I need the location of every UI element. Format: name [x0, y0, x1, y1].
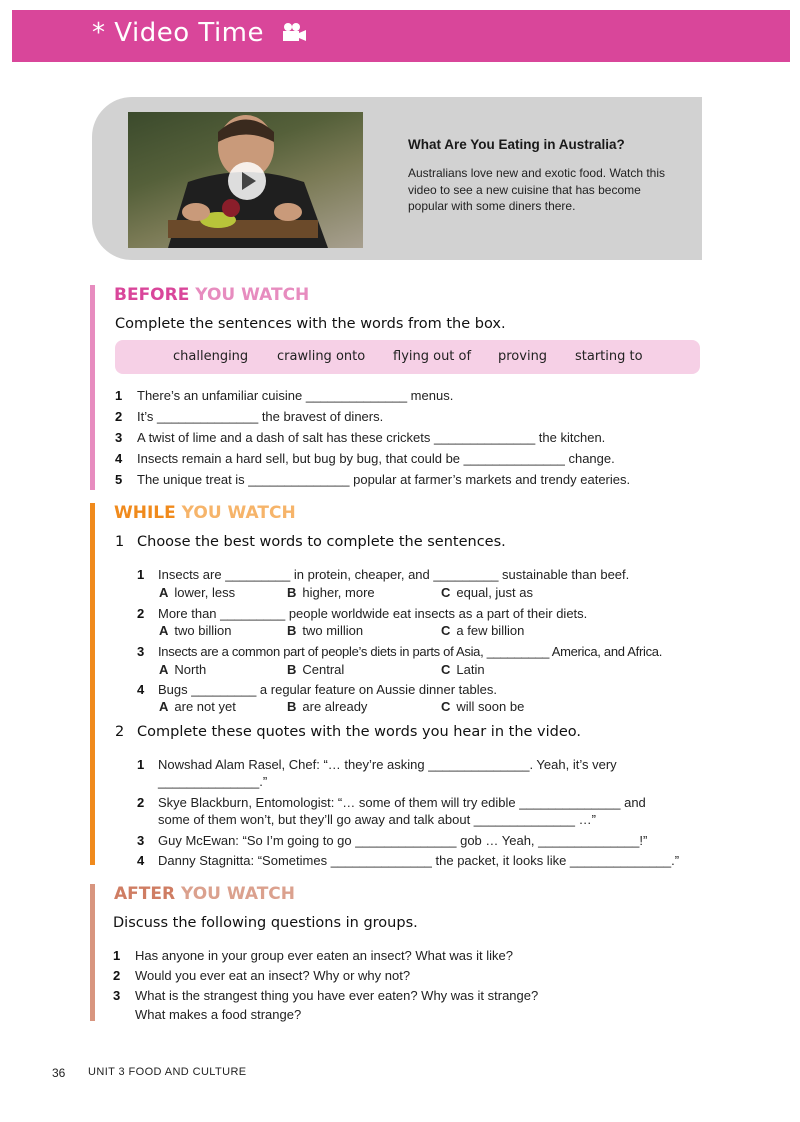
item-number: 3 [115, 430, 123, 445]
after-you-watch-section [90, 884, 710, 1021]
page-title [92, 18, 307, 49]
page-number: 36 [52, 1066, 66, 1080]
question-text: Insects are a common part of people’s diets in parts of Asia, _________ America, and Africa. [158, 644, 663, 659]
option-c[interactable]: C a few billion [441, 623, 525, 638]
word-item: challenging [173, 349, 249, 364]
discussion-question: What is the strangest thing you have ever eaten? Why was it strange? [135, 988, 539, 1003]
quote-line: some of them won’t, but they’ll go away and talk about ______________ …” [158, 812, 596, 827]
option-b[interactable]: B higher, more [287, 585, 375, 600]
discussion-question: Has anyone in your group ever eaten an insect? What was it like? [135, 948, 513, 963]
option-a[interactable]: A two billion [159, 623, 232, 638]
item-number: 2 [113, 968, 121, 983]
section-bar [90, 285, 95, 490]
while-you-watch-section [90, 503, 710, 868]
section-title-a: WHILE [114, 503, 176, 523]
video-camera-icon [281, 19, 307, 49]
quote-line: Skye Blackburn, Entomologist: “… some of them will try edible ______________ and [158, 795, 646, 810]
quote-number: 1 [137, 757, 145, 772]
section-title-b: YOU WATCH [181, 884, 296, 904]
option-a[interactable]: A North [159, 662, 207, 677]
option-b[interactable]: B are already [287, 699, 368, 714]
discussion-question: What makes a food strange? [135, 1007, 302, 1022]
list-item: It’s ______________ the bravest of diners. [137, 409, 384, 424]
video-thumbnail[interactable] [128, 112, 363, 248]
question-number: 1 [137, 567, 145, 582]
section-title [114, 285, 309, 305]
list-item: A twist of lime and a dash of salt has these crickets ______________ the kitchen. [137, 430, 606, 445]
play-button[interactable] [228, 162, 266, 200]
word-item: proving [498, 349, 548, 364]
option-c[interactable]: C equal, just as [441, 585, 533, 600]
option-b[interactable]: B two million [287, 623, 364, 638]
quote-line: Nowshad Alam Rasel, Chef: “… they’re asking ______________. Yeah, it’s very [158, 757, 617, 772]
item-number: 1 [113, 948, 121, 963]
quote-line: Danny Stagnitta: “Sometimes ______________ the packet, it looks like ______________.” [158, 853, 680, 868]
option-a[interactable]: A are not yet [159, 699, 236, 714]
video-title: What Are You Eating in Australia? [408, 137, 625, 152]
question-text: More than _________ people worldwide eat insects as a part of their diets. [158, 606, 588, 621]
item-number: 4 [115, 451, 123, 466]
question-text: Bugs _________ a regular feature on Aussie dinner tables. [158, 682, 497, 697]
section-title [114, 884, 295, 904]
quote-line: Guy McEwan: “So I’m going to go ______________ gob … Yeah, ______________!” [158, 833, 648, 848]
instruction: Discuss the following questions in groups. [113, 915, 418, 931]
question-number: 2 [137, 606, 145, 621]
discussion-question: Would you ever eat an insect? Why or why not? [135, 968, 411, 983]
before-you-watch-section [90, 285, 710, 490]
list-item: The unique treat is ______________ popular at farmer’s markets and trendy eateries. [137, 472, 631, 487]
word-item: starting to [575, 349, 643, 364]
part-instruction: Choose the best words to complete the sentences. [137, 534, 506, 550]
option-c[interactable]: C Latin [441, 662, 485, 677]
video-description: Australians love new and exotic food. Watch this video to see a new cuisine that has become popular with some diners there. [408, 166, 666, 213]
word-box [115, 340, 700, 374]
quote-number: 4 [137, 853, 145, 868]
item-number: 5 [115, 472, 123, 487]
quote-line: ______________.” [158, 774, 268, 789]
header-banner [12, 10, 790, 62]
instruction: Complete the sentences with the words from the box. [115, 316, 506, 332]
option-a[interactable]: A lower, less [159, 585, 236, 600]
list-item: There’s an unfamiliar cuisine ______________ menus. [137, 388, 454, 403]
question-number: 4 [137, 682, 145, 697]
section-bar [90, 503, 95, 865]
part-number: 1 [115, 534, 125, 550]
section-bar [90, 884, 95, 1021]
word-item: flying out of [393, 349, 472, 364]
list-item: Insects remain a hard sell, but bug by bug, that could be ______________ change. [137, 451, 615, 466]
part-instruction: Complete these quotes with the words you hear in the video. [137, 724, 581, 740]
section-title-b: YOU WATCH [181, 503, 296, 523]
item-number: 3 [113, 988, 121, 1003]
unit-label: UNIT 3 FOOD AND CULTURE [88, 1066, 247, 1078]
item-number: 2 [115, 409, 123, 424]
quote-number: 3 [137, 833, 145, 848]
section-title-b: YOU WATCH [195, 285, 310, 305]
question-text: Insects are _________ in protein, cheaper, and _________ sustainable than beef. [158, 567, 630, 582]
part-number: 2 [115, 724, 125, 740]
section-title-a: BEFORE [114, 285, 190, 305]
section-title [114, 503, 296, 523]
question-number: 3 [137, 644, 145, 659]
word-item: crawling onto [277, 349, 366, 364]
option-c[interactable]: C will soon be [441, 699, 525, 714]
video-panel [92, 97, 702, 260]
quote-number: 2 [137, 795, 145, 810]
item-number: 1 [115, 388, 123, 403]
page-title-text: * Video Time [92, 18, 265, 48]
option-b[interactable]: B Central [287, 662, 345, 677]
section-title-a: AFTER [114, 884, 176, 904]
